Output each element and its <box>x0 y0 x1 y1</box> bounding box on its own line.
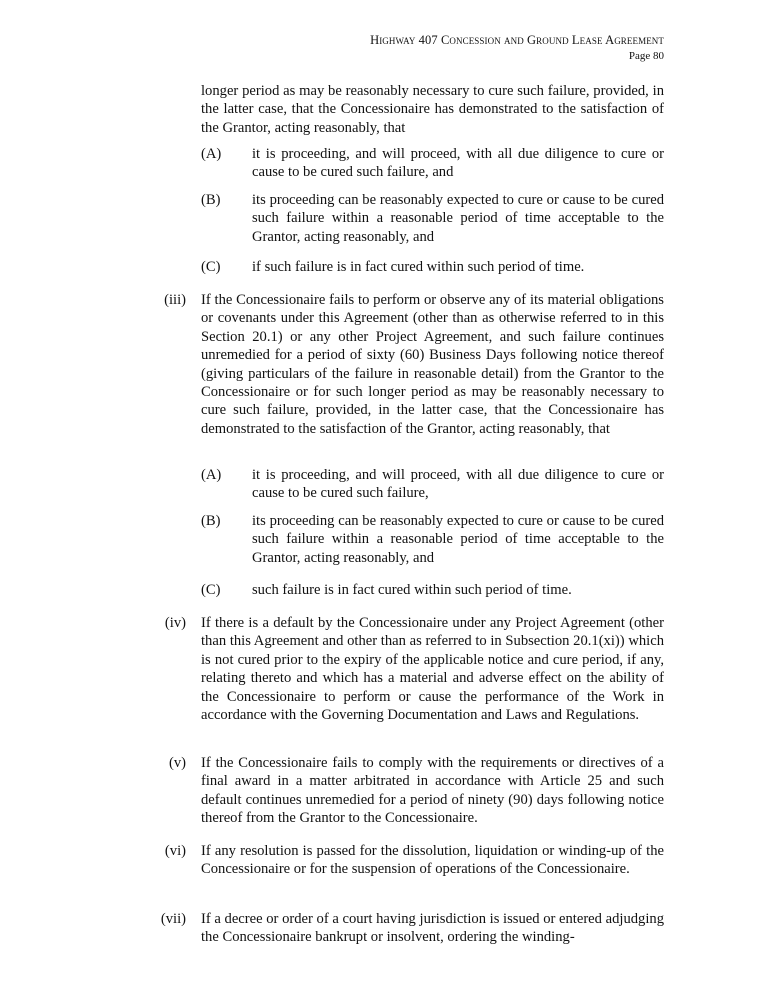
lead-paragraph: longer period as may be reasonably necessary to cure such failure, provided, in the latter case, that the Concessionaire has demonstrated to the satisfaction of the Grantor, acting reasonably, that <box>201 83 664 136</box>
clause-number: (iii) <box>164 292 186 308</box>
subitem-text: if such failure is in fact cured within such period of time. <box>252 259 585 275</box>
clause-text: If there is a default by the Concessionaire under any Project Agreement (other than this Agreement and other than as referred to in Subsection 20.1(xi)) which is not cured prior to the expiry of the applicable notice and cure period, if any, relating thereto and which has a material and adverse effect on the ability of the Concessionaire to perform or cause the performance of the Work in accordance with the Governing Documentation and Laws and Regulations. <box>201 615 664 724</box>
subitem-label: (A) <box>201 146 222 162</box>
clause-text: If the Concessionaire fails to comply with the requirements or directives of a final award in a matter arbitrated in accordance with Article 25 and such default continues unremedied for a period of ninety (90) days following notice thereof from the Grantor to the Concessionaire. <box>201 755 664 827</box>
subitem-label: (B) <box>201 192 221 208</box>
page-header <box>370 32 664 64</box>
subitem-label: (C) <box>201 582 221 598</box>
clause-text: If a decree or order of a court having jurisdiction is issued or entered adjudging the Concessionaire bankrupt or insolvent, ordering the winding- <box>201 911 664 946</box>
subitem-label: (A) <box>201 467 222 483</box>
page-number: Page 80 <box>628 50 664 62</box>
subitem-text: it is proceeding, and will proceed, with all due diligence to cure or cause to be cured such failure, <box>252 467 664 502</box>
clause-number: (iv) <box>164 615 186 631</box>
document-title: Highway 407 Concession and Ground Lease Agreement <box>370 33 664 47</box>
clause-text: If the Concessionaire fails to perform or observe any of its material obligations or covenants under this Agreement (other than as otherwise referred to in this Section 20.1) or any other Project Agreement, and such failure continues unremedied for a period of sixty (60) Business Days following notice thereof (giving particulars of the failure in reasonable detail) from the Grantor to the Concessionaire or for such longer period as may be reasonably necessary to cure such failure, provided, in the latter case, that the Concessionaire has demonstrated to the satisfaction of the Grantor, acting reasonably, that <box>201 292 664 437</box>
subitem-text: its proceeding can be reasonably expected to cure or cause to be cured such failure within a reasonable period of time acceptable to the Grantor, acting reasonably, and <box>252 513 664 566</box>
clause-number: (v) <box>168 755 186 771</box>
clause-number: (vii) <box>160 911 186 927</box>
clause-number: (vi) <box>164 843 186 859</box>
subitem-text: it is proceeding, and will proceed, with all due diligence to cure or cause to be cured such failure, and <box>252 146 664 181</box>
clause-text: If any resolution is passed for the dissolution, liquidation or winding-up of the Concessionaire or for the suspension of operations of the Concessionaire. <box>201 843 664 878</box>
subitem-text: its proceeding can be reasonably expected to cure or cause to be cured such failure within a reasonable period of time acceptable to the Grantor, acting reasonably, and <box>252 192 664 245</box>
subitem-text: such failure is in fact cured within such period of time. <box>252 582 572 598</box>
subitem-label: (B) <box>201 513 221 529</box>
subitem-label: (C) <box>201 259 221 275</box>
